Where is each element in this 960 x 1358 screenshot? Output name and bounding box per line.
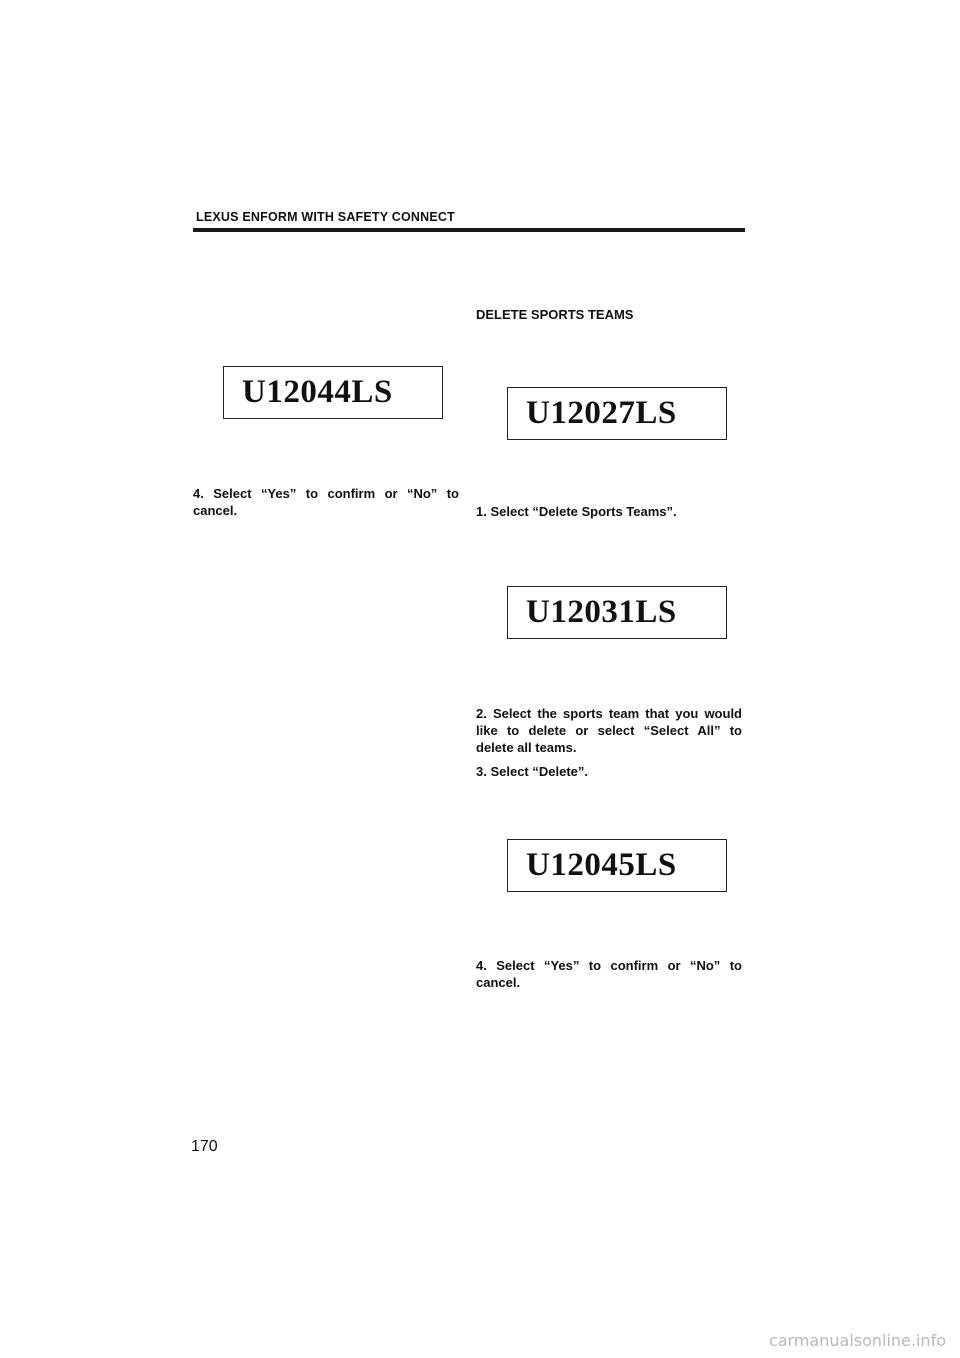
figure-code: U12031LS [526,594,677,630]
watermark: carmanualsonline.info [768,1331,946,1350]
section-heading: DELETE SPORTS TEAMS [476,307,634,322]
figure-placeholder [507,387,727,440]
figure-placeholder [507,586,727,639]
figure-code: U12044LS [242,374,393,410]
step-4-text: 4. Select “Yes” to confirm or “No” to cancel. [193,486,459,518]
header-title: LEXUS ENFORM WITH SAFETY CONNECT [196,210,455,224]
figure-placeholder [507,839,727,892]
page-number: 170 [191,1138,218,1155]
step-3-text: 3. Select “Delete”. [476,764,588,779]
figure-code: U12027LS [526,395,677,431]
step-4-text: 4. Select “Yes” to confirm or “No” to cancel. [476,958,742,990]
header-rule [193,228,745,232]
figure-code: U12045LS [526,847,677,883]
step-1-text: 1. Select “Delete Sports Teams”. [476,504,677,519]
step-2-text: 2. Select the sports team that you would like to delete or select “Select All” to delete all teams. [476,706,742,755]
figure-placeholder [223,366,443,419]
